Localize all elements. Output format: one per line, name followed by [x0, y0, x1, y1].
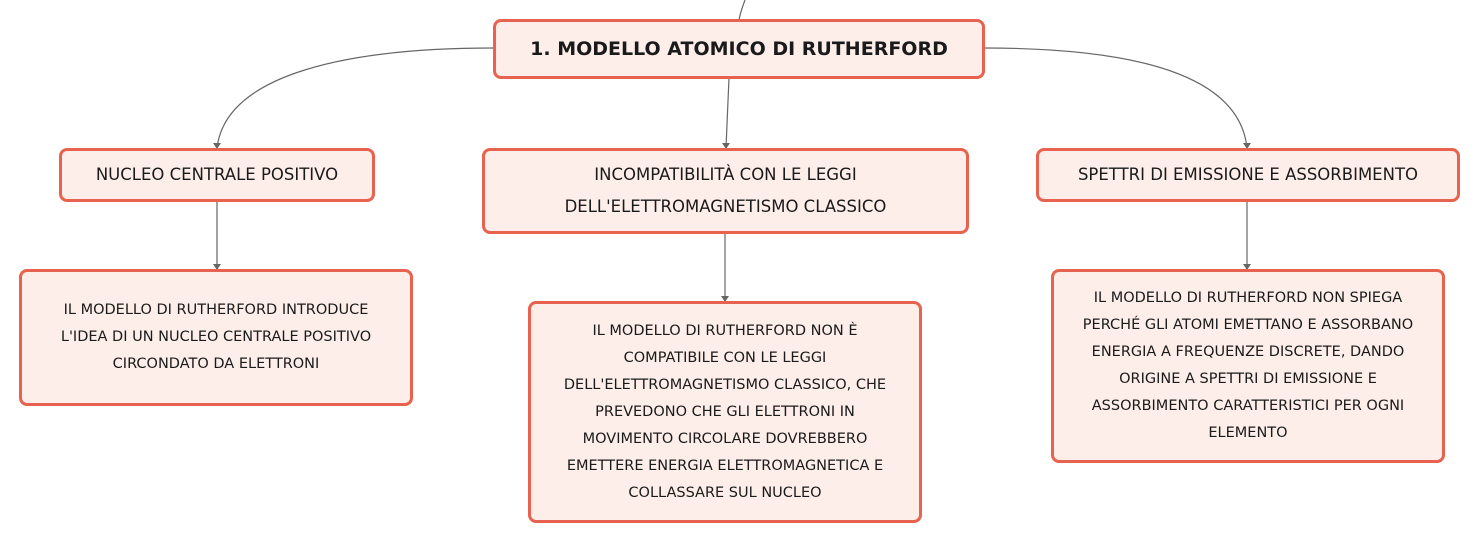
detail-line: COLLASSARE SUL NUCLEO: [628, 484, 822, 501]
detail-line: ORIGINE A SPETTRI DI EMISSIONE E: [1119, 371, 1377, 387]
detail-line: PREVEDONO CHE GLI ELETTRONI IN: [595, 403, 855, 420]
connector-root-to-left: [217, 48, 494, 148]
connector-root-to-right: [984, 48, 1247, 148]
connector-root-to-center: [726, 78, 729, 148]
detail-node-incompatibility[interactable]: [528, 301, 922, 523]
detail-line: PERCHÉ GLI ATOMI EMETTANO E ASSORBANO: [1082, 317, 1414, 333]
detail-line: ASSORBIMENTO CARATTERISTICI PER OGNI: [1091, 398, 1405, 414]
root-node[interactable]: [493, 19, 985, 79]
detail-line: MOVIMENTO CIRCOLARE DOVREBBERO: [582, 430, 868, 447]
detail-line: EMETTERE ENERGIA ELETTROMAGNETICA E: [566, 457, 884, 474]
detail-line: L'IDEA DI UN NUCLEO CENTRALE POSITIVO: [60, 329, 372, 345]
detail-line: ELEMENTO: [1208, 425, 1288, 441]
branch-title-line: INCOMPATIBILITÀ CON LE LEGGI: [594, 165, 857, 184]
branch-title: SPETTRI DI EMISSIONE E ASSORBIMENTO: [1077, 165, 1419, 184]
detail-line: IL MODELLO DI RUTHERFORD NON SPIEGA: [1093, 290, 1403, 306]
root-label: 1. MODELLO ATOMICO DI RUTHERFORD: [530, 38, 948, 60]
connector-parent-to-root: [739, 0, 745, 20]
detail-line: CIRCONDATO DA ELETTRONI: [112, 356, 320, 372]
detail-line: COMPATIBILE CON LE LEGGI: [623, 349, 827, 366]
detail-node-spectra[interactable]: [1051, 269, 1445, 463]
detail-node-nucleus[interactable]: [19, 269, 413, 406]
detail-line: IL MODELLO DI RUTHERFORD INTRODUCE: [63, 302, 369, 318]
branch-node-nucleus[interactable]: [59, 148, 375, 202]
branch-node-spectra[interactable]: [1036, 148, 1460, 202]
detail-line: IL MODELLO DI RUTHERFORD NON È: [592, 322, 858, 339]
branch-title-line: DELL'ELETTROMAGNETISMO CLASSICO: [564, 197, 887, 216]
branch-node-incompatibility[interactable]: [482, 148, 969, 234]
branch-title: NUCLEO CENTRALE POSITIVO: [95, 165, 339, 184]
detail-line: ENERGIA A FREQUENZE DISCRETE, DANDO: [1091, 344, 1405, 360]
detail-line: DELL'ELETTROMAGNETISMO CLASSICO, CHE: [563, 376, 887, 393]
